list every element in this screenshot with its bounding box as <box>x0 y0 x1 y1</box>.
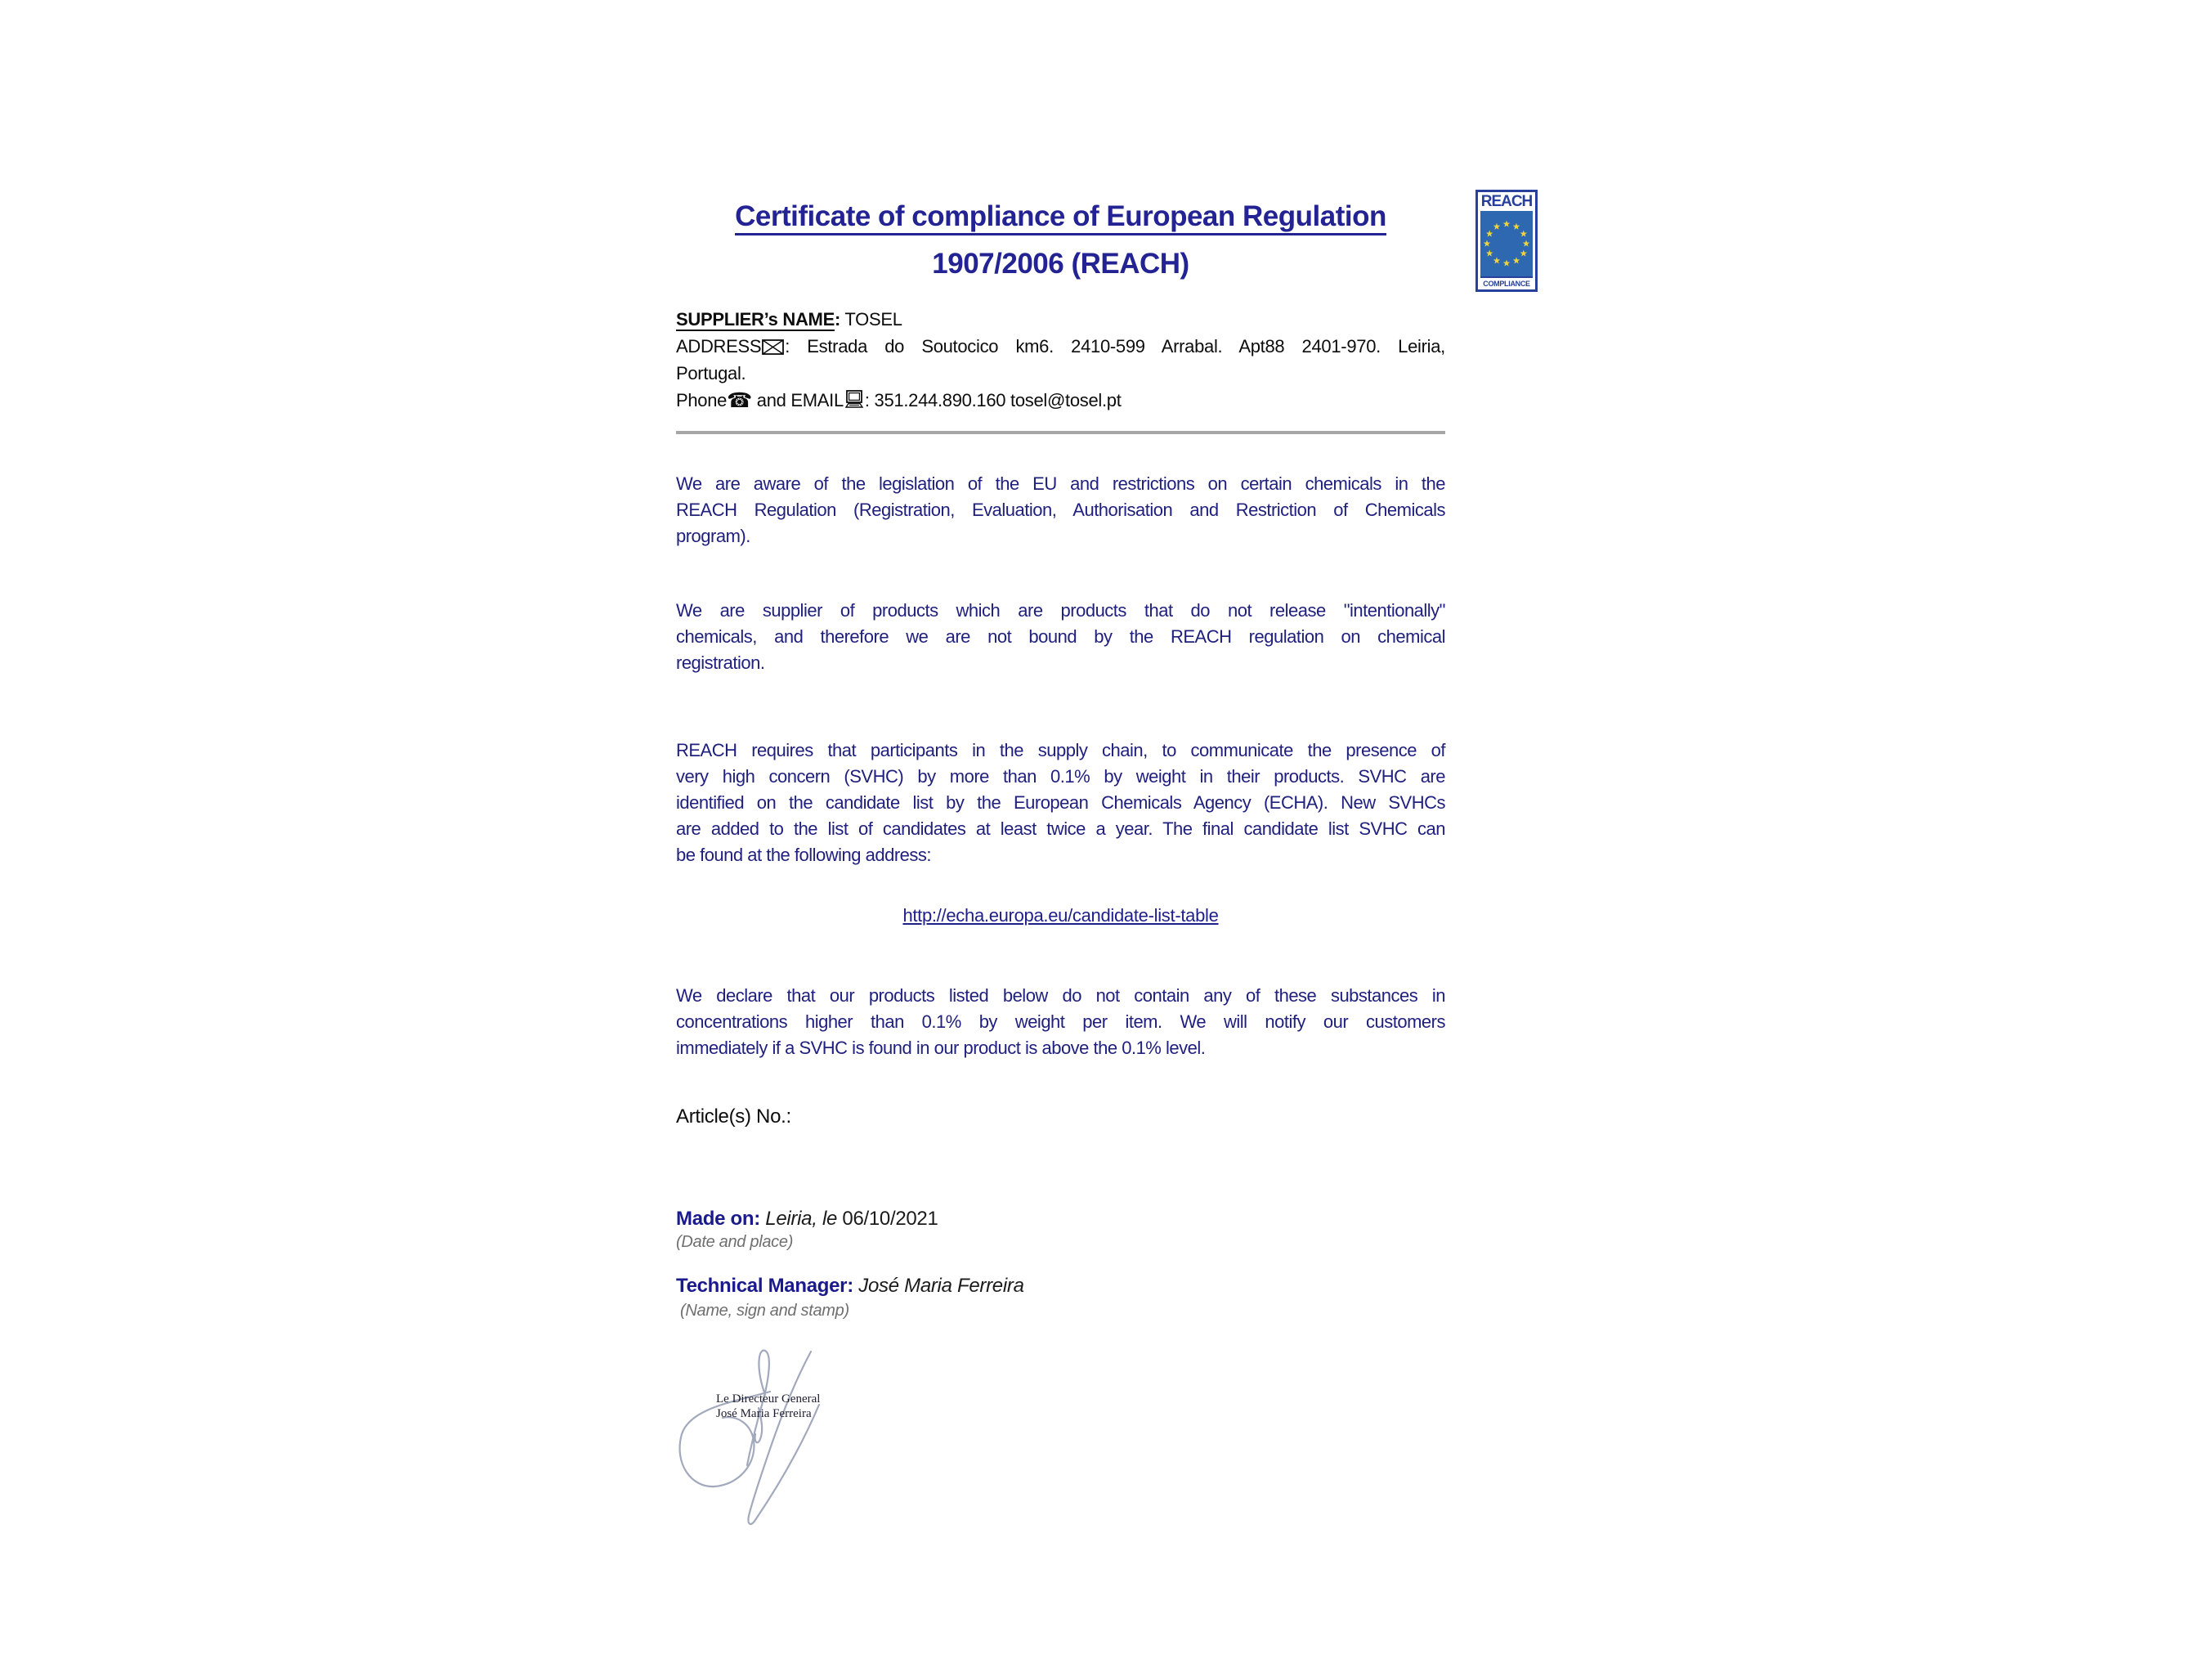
paragraph-line: REACH requires that participants in the supply chain, to communicate the presence of <box>676 740 1445 760</box>
address-value: : Estrada do Soutocico km6. 2410-599 Arrabal. Apt88 2401-970. Leiria, <box>785 336 1445 356</box>
signature-area <box>674 1343 862 1563</box>
supplier-address-line <box>676 333 1445 360</box>
phone-label: Phone <box>676 390 728 410</box>
supplier-name-label: SUPPLIER’s NAME <box>676 309 835 330</box>
made-on-date: 06/10/2021 <box>842 1208 938 1230</box>
eu-stars-emblem <box>1480 211 1533 276</box>
paragraph-line: registration. <box>676 652 765 673</box>
paragraph-line: identified on the candidate list by the European Chemicals Agency (ECHA). New SVHCs <box>676 792 1445 813</box>
signature-stamp-text <box>716 1392 820 1421</box>
title-line-2: 1907/2006 (REACH) <box>932 248 1189 280</box>
eu-stars-icon <box>1480 211 1533 276</box>
paragraph-declaration <box>676 983 1445 1061</box>
date-place-note: (Date and place) <box>676 1233 794 1251</box>
reach-compliance-logo <box>1475 190 1538 292</box>
paragraph-svhc <box>676 738 1445 868</box>
made-on-label: Made on: <box>676 1208 760 1230</box>
paragraph-line: We are supplier of products which are products that do not release "intentionally" <box>676 600 1445 621</box>
logo-compliance-text: COMPLIANCE <box>1480 276 1533 289</box>
signature-title: Le Directeur General <box>716 1392 821 1406</box>
computer-icon <box>844 390 864 409</box>
technical-manager-name: José Maria Ferreira <box>853 1275 1024 1297</box>
paragraph-supplier-statement <box>676 598 1445 676</box>
paragraph-line: We are aware of the legislation of the EU and restrictions on certain chemicals in the <box>676 473 1445 494</box>
paragraph-line: We declare that our products listed below do not contain any of these substances in <box>676 985 1445 1006</box>
paragraph-line: concentrations higher than 0.1% by weight per item. We will notify our customers <box>676 1011 1445 1032</box>
signature-name: José Maria Ferreira <box>716 1407 812 1420</box>
paragraph-line: are added to the list of candidates at least twice a year. The final candidate list SVHC can <box>676 818 1445 839</box>
supplier-contact-line <box>676 387 1445 414</box>
article-number-label: Article(s) No.: <box>676 1105 791 1128</box>
horizontal-rule <box>676 431 1445 434</box>
telephone-icon: ☎ <box>727 389 752 412</box>
made-on-place: Leiria, le <box>759 1208 843 1230</box>
paragraph-line: chemicals, and therefore we are not bound by the REACH regulation on chemical <box>676 626 1445 647</box>
signature-scribble-icon <box>674 1343 862 1563</box>
paragraph-line: be found at the following address: <box>676 845 932 865</box>
email-label: and EMAIL <box>751 390 844 410</box>
logo-reach-text: REACH <box>1480 193 1533 210</box>
paragraph-line: program). <box>676 526 750 546</box>
paragraph-line: REACH Regulation (Registration, Evaluation, Authorisation and Restriction of Chemicals <box>676 500 1445 520</box>
envelope-icon <box>762 339 784 355</box>
supplier-name-value: TOSEL <box>840 309 902 330</box>
candidate-list-link-line <box>676 905 1445 926</box>
paragraph-awareness <box>676 471 1445 549</box>
paragraph-line: immediately if a SVHC is found in our product is above the 0.1% level. <box>676 1038 1206 1058</box>
address-label: ADDRESS <box>676 336 762 356</box>
paragraph-line: very high concern (SVHC) by more than 0.1% by weight in their products. SVHC are <box>676 766 1445 787</box>
page-title <box>676 193 1445 288</box>
technical-manager-label: Technical Manager: <box>676 1275 853 1297</box>
contact-value: : 351.244.890.160 tosel@tosel.pt <box>864 390 1122 410</box>
technical-manager-line <box>676 1275 1024 1298</box>
name-sign-stamp-note: (Name, sign and stamp) <box>680 1302 849 1320</box>
made-on-line <box>676 1208 938 1231</box>
supplier-name-line: SUPPLIER’s NAME: TOSEL <box>676 309 902 330</box>
title-line-1: Certificate of compliance of European Regulation <box>676 193 1445 240</box>
supplier-block <box>676 306 1445 414</box>
candidate-list-link[interactable]: http://echa.europa.eu/candidate-list-table <box>902 905 1219 926</box>
supplier-address-line2: Portugal. <box>676 363 746 383</box>
